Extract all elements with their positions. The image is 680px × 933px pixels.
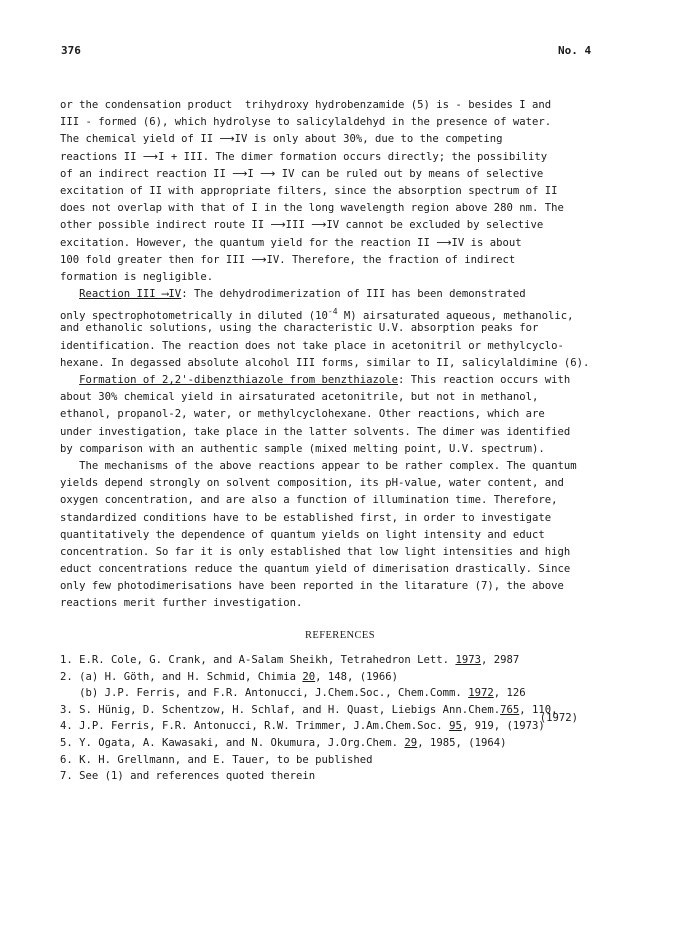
- reference-item: [60, 718, 650, 735]
- text-span: 6. K. H. Grellmann, and E. Tauer, to be published: [60, 753, 373, 766]
- text-span: or the condensation product trihydroxy hydrobenzamide (5) is - besides I and: [60, 99, 552, 111]
- text-line: [60, 424, 640, 441]
- text-span: M) airsaturated aqueous, methanolic,: [337, 310, 574, 323]
- text-span: standardized conditions have to be established first, in order to investigate: [60, 511, 552, 524]
- references-list: [60, 652, 650, 785]
- text-span: ethanol, propanol-2, water, or methylcyclohexane. Other reactions, which are: [60, 408, 545, 421]
- text-span: I + III. The dimer formation occurs directly; the possibility: [158, 150, 548, 163]
- text-span: 3. S. Hünig, D. Schentzow, H. Schlaf, and H. Quast, Liebigs Ann.Chem.: [60, 703, 501, 716]
- text-span: IV is only about 30%, due to the competing: [234, 133, 503, 146]
- underlined-text: 29: [404, 736, 418, 749]
- text-line: [60, 355, 640, 372]
- text-line: [60, 595, 640, 612]
- text-line: [60, 561, 640, 578]
- text-span: 100 fold greater then for III: [60, 253, 252, 266]
- text-span: concentration. So far it is only established that low light intensities and high: [60, 545, 571, 558]
- reference-item: [60, 768, 650, 785]
- reaction-arrow: ⟶: [232, 167, 248, 180]
- text-span: , 110,: [519, 703, 558, 716]
- text-span: yields depend strongly on solvent composition, its pH-value, water content, and: [60, 477, 564, 490]
- text-span: educt concentrations reduce the quantum yield of dimerisation drastically. Since: [60, 563, 571, 576]
- text-line: [60, 406, 640, 423]
- text-span: and ethanolic solutions, using the characteristic U.V. absorption peaks for: [60, 322, 539, 335]
- text-span: oxygen concentration, and are also a function of illumination time. Therefore,: [60, 494, 558, 507]
- text-span: reactions merit further investigation.: [60, 597, 303, 610]
- text-span: (b) J.P. Ferris, and F.R. Antonucci, J.Chem.Soc., Chem.Comm.: [60, 687, 469, 700]
- reaction-arrow: ⟶: [260, 167, 276, 180]
- text-span: The mechanisms of the above reactions appear to be rather complex. The quantum: [60, 459, 577, 472]
- text-line: [60, 269, 640, 286]
- text-span: 1. E.R. Cole, G. Crank, and A-Salam Sheikh, Tetrahedron Lett.: [60, 654, 456, 666]
- text-span: IV can be ruled out by means of selective: [275, 167, 544, 180]
- text-span: , 2987: [480, 654, 520, 666]
- text-line: [60, 492, 640, 509]
- text-span: [60, 374, 79, 386]
- text-span: of an indirect reaction II: [60, 167, 233, 180]
- text-line: [60, 372, 640, 389]
- text-span: quantitatively the dependence of quantum yields on light intensity and educt: [60, 528, 545, 541]
- issue-number: No. 4: [558, 44, 592, 57]
- text-span: III: [285, 219, 312, 232]
- reference-item: [60, 752, 650, 769]
- reference-item: [60, 735, 650, 752]
- underlined-text: Formation of 2,2'-dibenzthiazole from benzthiazole: [79, 374, 399, 386]
- reaction-arrow: ⟶: [142, 150, 159, 163]
- underlined-text: 95: [449, 720, 462, 733]
- text-span: other possible indirect route II: [60, 219, 271, 232]
- text-span: III - formed (6), which hydrolyse to salicylaldehyd in the presence of water.: [60, 116, 552, 129]
- text-span: The chemical yield of II: [60, 133, 220, 146]
- text-span: I: [247, 167, 261, 180]
- text-line: [60, 149, 640, 166]
- references-title: REFERENCES: [305, 630, 375, 641]
- text-span: IV cannot be excluded by selective: [326, 219, 544, 232]
- text-span: about 30% chemical yield in airsaturated acetonitrile, but not in methanol,: [60, 391, 539, 404]
- text-span: IV is about: [451, 236, 522, 249]
- text-span: reactions II: [60, 150, 143, 163]
- text-line: [60, 217, 640, 234]
- reaction-arrow: ⟶: [311, 219, 327, 232]
- text-span: 7. See (1) and references quoted therein: [60, 770, 316, 783]
- text-span: 2. (a) H. Göth, and H. Schmid, Chimia: [60, 670, 303, 683]
- text-line: [60, 97, 640, 114]
- underlined-text: 20: [302, 670, 316, 683]
- text-span: only spectrophotometrically in diluted (10: [60, 310, 328, 323]
- superscript: -4: [327, 307, 338, 317]
- text-span: does not overlap with that of I in the long wavelength region above 280 nm. The: [60, 202, 564, 215]
- text-line: [60, 235, 640, 252]
- text-line: [60, 475, 640, 492]
- reaction-arrow: ⟶: [270, 219, 286, 232]
- text-span: , 148, (1966): [315, 670, 399, 683]
- body-text: [60, 97, 640, 613]
- text-span: by comparison with an authentic sample (mixed melting point, U.V. spectrum).: [60, 442, 545, 455]
- text-line: [60, 338, 640, 355]
- text-line: [60, 131, 640, 148]
- text-span: hexane. In degassed absolute alcohol III forms, similar to II, salicylaldimine (6).: [60, 356, 590, 369]
- text-line: [60, 200, 640, 217]
- page-number: 376: [61, 44, 81, 57]
- text-span: 5. Y. Ogata, A. Kawasaki, and N. Okumura, J.Org.Chem.: [60, 736, 405, 749]
- text-line: [60, 286, 640, 303]
- underlined-text: Reaction III ⟶IV: [79, 288, 182, 301]
- text-line: [60, 114, 640, 131]
- reaction-arrow: ⟶: [436, 236, 452, 249]
- text-span: , 919, (1973): [461, 720, 545, 733]
- text-span: formation is negligible.: [60, 270, 214, 283]
- text-span: [60, 288, 79, 300]
- underlined-text: 1973: [455, 654, 481, 666]
- underlined-text: 1972: [468, 687, 494, 700]
- text-line: [60, 252, 640, 269]
- reference-item: [60, 669, 650, 686]
- text-line: [60, 458, 640, 475]
- reference-item: [60, 685, 650, 702]
- text-line: [60, 166, 640, 183]
- underlined-text: 765: [500, 703, 520, 716]
- reaction-arrow: ⟶: [251, 253, 267, 266]
- text-line: [60, 320, 640, 337]
- text-span: excitation. However, the quantum yield for the reaction II: [60, 236, 437, 249]
- text-span: identification. The reaction does not take place in acetonitril or methylcyclo-: [60, 339, 564, 352]
- text-span: , 1985, (1964): [417, 736, 507, 749]
- reference-year-continuation: (1972): [539, 711, 578, 724]
- text-span: under investigation, take place in the latter solvents. The dimer was identified: [60, 425, 571, 438]
- reference-item: [60, 652, 650, 669]
- text-line: [60, 389, 640, 406]
- text-line: [60, 303, 640, 323]
- text-line: [60, 578, 640, 595]
- text-span: : The dehydrodimerization of III has been demonstrated: [181, 288, 526, 301]
- text-line: [60, 183, 640, 200]
- text-span: only few photodimerisations have been reported in the litarature (7), the above: [60, 580, 564, 593]
- text-line: [60, 441, 640, 458]
- reference-item: [60, 702, 650, 724]
- text-line: [60, 510, 640, 527]
- text-line: [60, 527, 640, 544]
- reaction-arrow: ⟶: [219, 133, 235, 146]
- text-span: 4. J.P. Ferris, F.R. Antonucci, R.W. Trimmer, J.Am.Chem.Soc.: [60, 720, 450, 733]
- text-line: [60, 544, 640, 561]
- text-span: IV. Therefore, the fraction of indirect: [266, 253, 516, 266]
- text-span: , 126: [493, 687, 526, 700]
- text-span: : This reaction occurs with: [398, 374, 571, 386]
- text-span: excitation of II with appropriate filters, since the absorption spectrum of II: [60, 184, 558, 197]
